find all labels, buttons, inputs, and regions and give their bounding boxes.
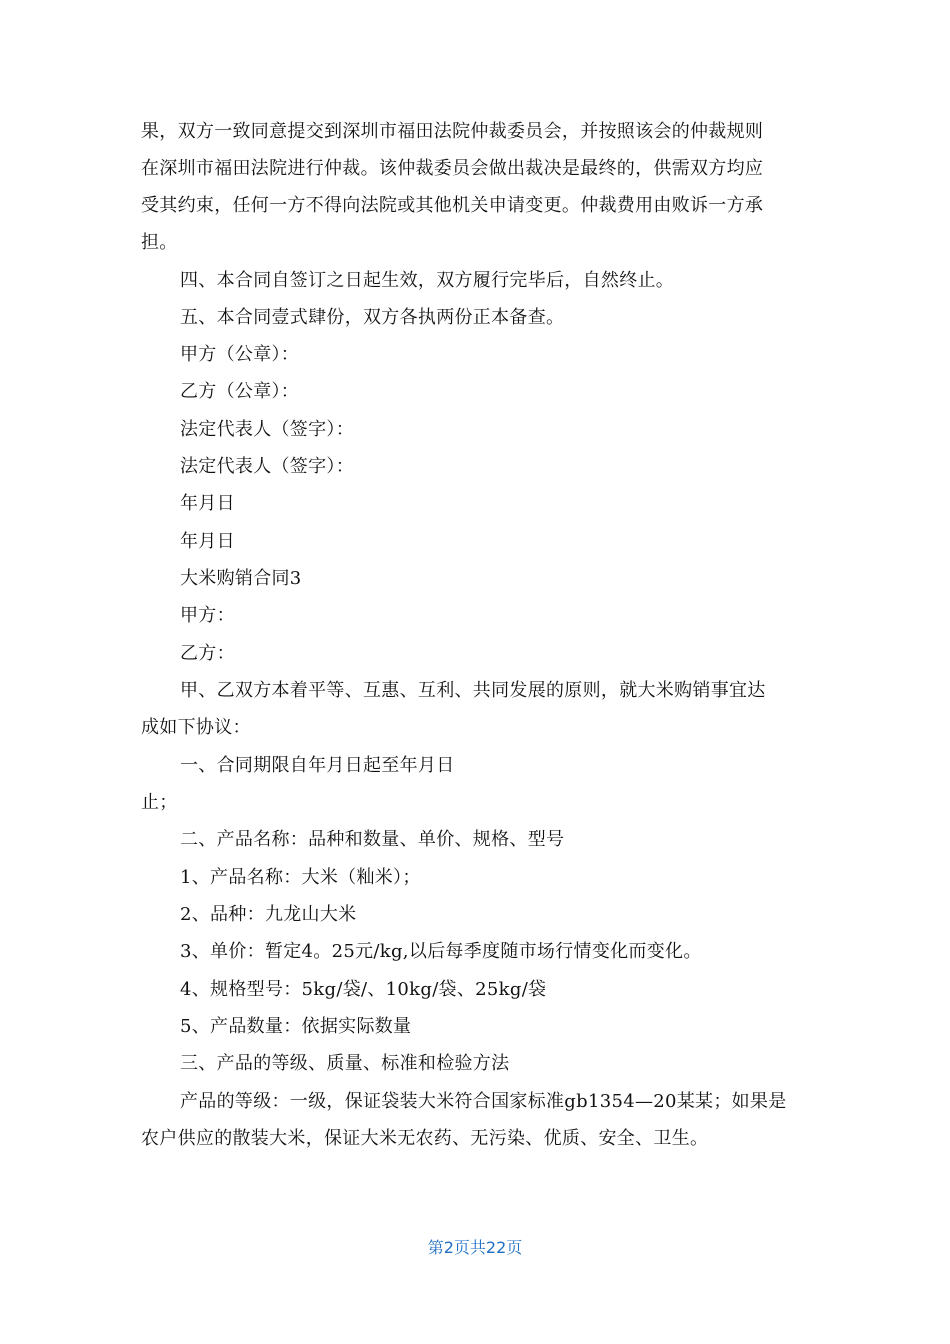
party-a-line: 甲方： [180,605,235,626]
party-b-seal: 乙方（公章）： [180,381,300,402]
legal-representative-signature: 法定代表人（签字）： [180,456,354,477]
clause-two: 二、产品名称：品种和数量、单价、规格、型号 [180,829,565,850]
party-b-line: 乙方： [180,643,235,664]
text-line: 产品的等级：一级，保证袋装大米符合国家标准gb1354—20某某；如果是 [180,1091,787,1112]
text-line: 在深圳市福田法院进行仲裁。该仲裁委员会做出裁决是最终的，供需双方均应 [141,158,764,179]
page-number: 第2页共22页 [427,1238,523,1257]
contract-title: 大米购销合同3 [180,568,302,589]
text-line: 担。 [141,232,178,253]
text-line: 果，双方一致同意提交到深圳市福田法院仲裁委员会，并按照该会的仲裁规则 [141,121,764,142]
list-item: 3、单价：暂定4。25元/kg,以后每季度随市场行情变化而变化。 [180,941,702,962]
list-item: 5、产品数量：依据实际数量 [180,1016,412,1037]
list-item: 1、产品名称：大米（籼米）； [180,867,421,888]
text-line: 成如下协议： [141,717,251,738]
list-item: 4、规格型号：5kg/袋/、10kg/袋、25kg/袋 [180,979,547,1000]
clause-one: 一、合同期限自年月日起至年月日 [180,755,455,776]
date-line: 年月日 [180,493,235,514]
list-item: 2、品种：九龙山大米 [180,904,357,925]
clause-five: 五、本合同壹式肆份，双方各执两份正本备查。 [180,307,565,328]
text-line: 止； [141,792,178,813]
text-line: 甲、乙双方本着平等、互惠、互利、共同发展的原则，就大米购销事宜达 [180,680,766,701]
date-line: 年月日 [180,531,235,552]
party-a-seal: 甲方（公章）： [180,344,300,365]
text-line: 受其约束，任何一方不得向法院或其他机关申请变更。仲裁费用由败诉一方承 [141,195,764,216]
clause-four: 四、本合同自签订之日起生效，双方履行完毕后，自然终止。 [180,270,675,291]
legal-representative-signature: 法定代表人（签字）： [180,419,354,440]
clause-three: 三、产品的等级、质量、标准和检验方法 [180,1053,510,1074]
text-line: 农户供应的散装大米，保证大米无农药、无污染、优质、安全、卫生。 [141,1128,709,1149]
